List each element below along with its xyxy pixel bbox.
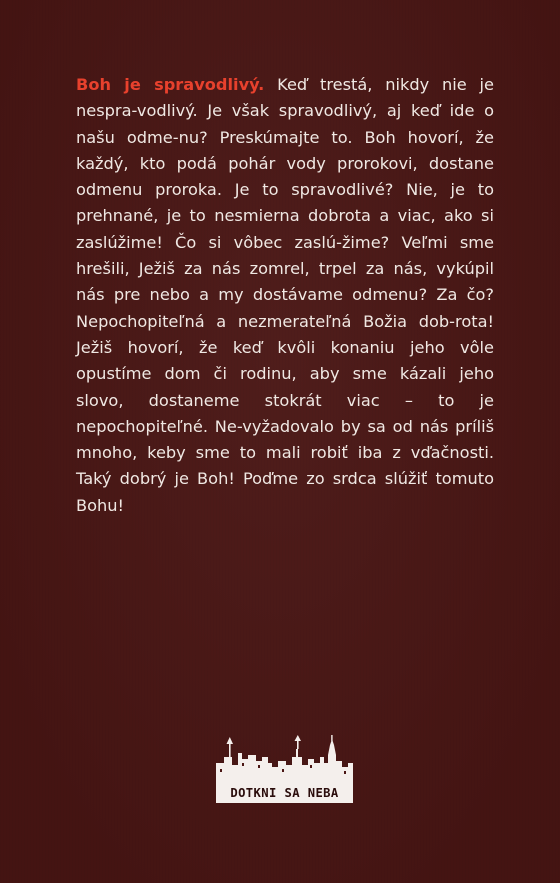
blurb: [76, 72, 494, 519]
blurb-line: nás, vykúpil nás pre nebo a my dostávame odmenu?: [76, 259, 494, 305]
blurb-line: Keď trestá, nikdy nie je nespra-: [76, 75, 494, 121]
blurb-line: vodlivý. Je však spravodlivý, aj keď ide o našu odme-: [76, 101, 494, 147]
logo-text: DOTKNI SA NEBA: [230, 786, 339, 800]
city-skyline-logo-icon: [216, 735, 353, 803]
blurb-line: žime? Veľmi sme hrešili, Ježiš za nás zomrel, trpel za: [76, 232, 494, 279]
blurb-line: rota! Ježiš hovorí, že keď kvôli konaniu jeho vôle: [76, 311, 494, 357]
blurb-line: dostaneme stokrát viac – to je nepochopiteľné. Ne-: [76, 390, 494, 436]
blurb-line: opustíme dom či rodinu, aby sme kázali jeho slovo,: [76, 364, 494, 410]
blurb-line: vyžadovalo by sa od nás príliš mnoho, keby sme to: [76, 416, 494, 463]
publisher-logo: [216, 735, 353, 803]
blurb-line: to spravodlivé? Nie, je to prehnané, je to nesmierna: [76, 180, 494, 226]
blurb-heading: Boh je spravodlivý.: [76, 75, 265, 94]
blurb-paragraph: [76, 72, 494, 519]
blurb-line: nu? Preskúmajte to. Boh hovorí, že každý, kto podá: [76, 127, 495, 173]
blurb-line: mali robiť iba z vďačnosti. Taký dobrý je Boh! Poďme: [76, 443, 495, 489]
blurb-line: Za čo? Nepochopiteľná a nezmerateľná Božia dob-: [76, 285, 494, 331]
blurb-line: dobrota a viac, ako si zaslúžime! Čo si vôbec zaslú-: [76, 206, 494, 252]
blurb-line: zo srdca slúžiť tomuto Bohu!: [76, 469, 494, 515]
blurb-line: pohár vody prorokovi, dostane odmenu proroka. Je: [76, 153, 494, 200]
